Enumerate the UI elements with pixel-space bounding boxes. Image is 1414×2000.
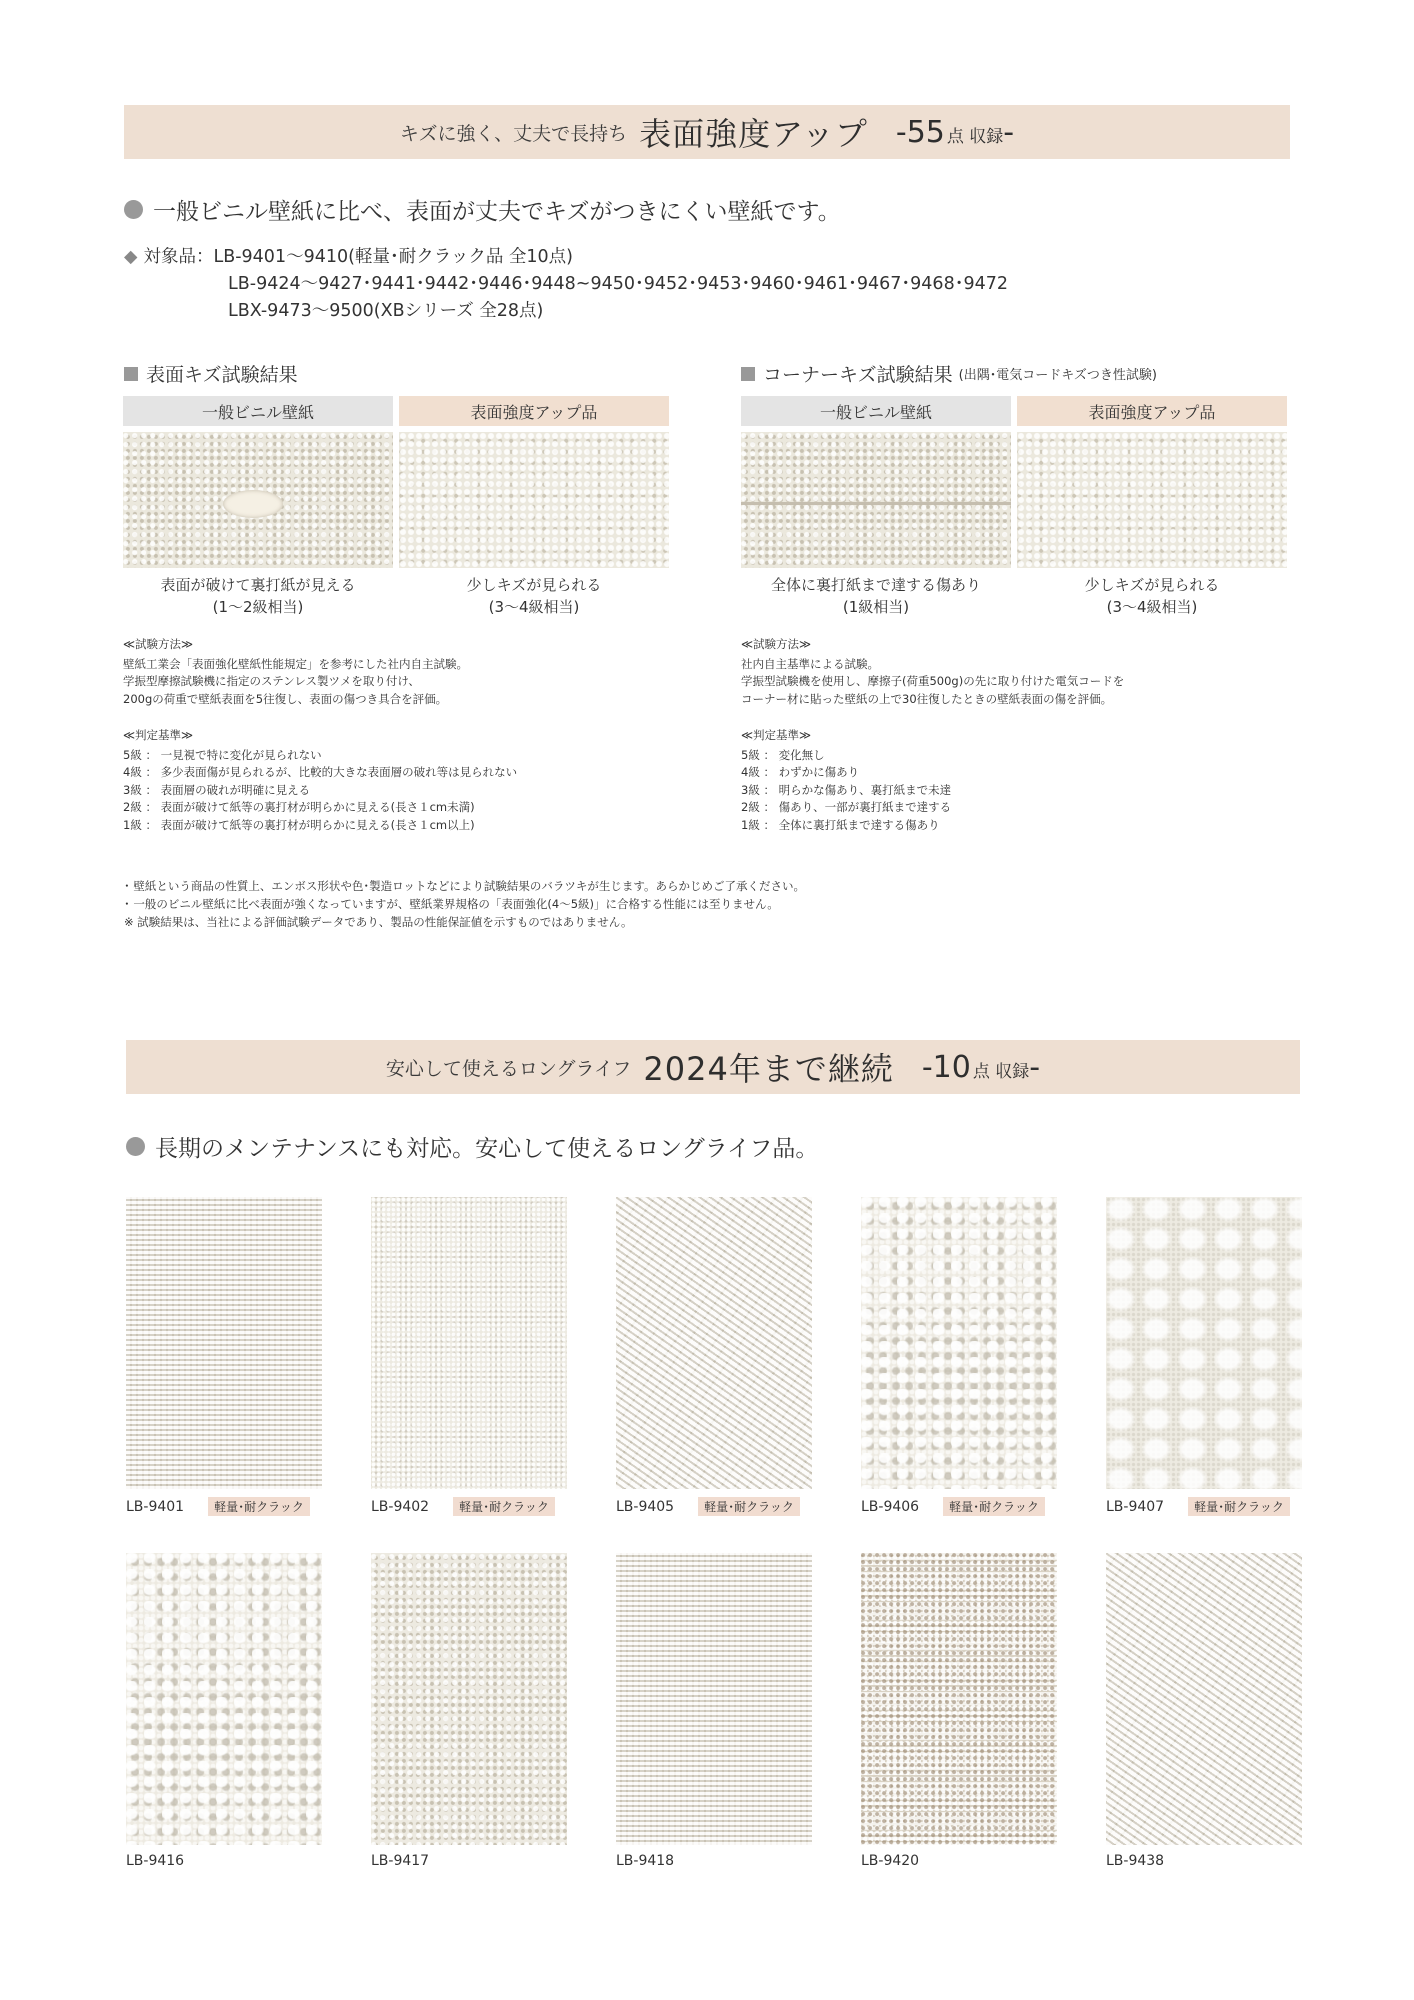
section2-lead: 長期のメンテナンスにも対応。安心して使えるロングライフ品。 xyxy=(126,1130,818,1163)
surface-test-title: 表面キズ試験結果 xyxy=(124,360,298,387)
surface-col-regular: 一般ビニル壁紙 xyxy=(123,396,393,426)
corner-col-improved: 表面強度アップ品 xyxy=(1017,396,1287,426)
swatch-lb-9417 xyxy=(371,1553,567,1845)
surface-col-improved: 表面強度アップ品 xyxy=(399,396,669,426)
section1-banner xyxy=(124,105,1290,159)
banner-count: -10 点 収録- xyxy=(921,1049,1041,1085)
feature-tag: 軽量･耐クラック xyxy=(1188,1497,1290,1516)
swatch-lb-9420 xyxy=(861,1553,1057,1845)
swatch-lb-9438 xyxy=(1106,1553,1302,1845)
surface-caption-regular: 表面が破けて裏打紙が見える (1～2級相当) xyxy=(160,576,356,616)
banner-subtitle: キズに強く、丈夫で長持ち xyxy=(399,122,628,145)
surface-caption-improved: 少しキズが見られる (3～4級相当) xyxy=(466,576,602,616)
banner-title: 表面強度アップ xyxy=(639,115,868,153)
product-label: LB-9418 xyxy=(616,1853,675,1869)
swatch-lb-9401 xyxy=(126,1197,322,1489)
feature-tag: 軽量･耐クラック xyxy=(943,1497,1045,1516)
banner-subtitle: 安心して使えるロングライフ xyxy=(385,1057,632,1080)
disclaimer: ･ 壁紙という商品の性質上、エンボス形状や色･製造ロットなどにより試験結果のバラツキが生じます。あらかじめご了承ください。 ･ 一般のビニル壁紙に比べ表面が強くなっていますが、壁紙業界規格の「表面強化(4～5級)」に合格する性能には至りません。 ※ 試験結果は、当社による評価試験データであり、製品の性能保証値を示すものではありません。 xyxy=(124,879,805,929)
diamond-bullet-icon: ◆ xyxy=(124,247,138,267)
corner-method: ≪試験方法≫ 社内自主基準による試験。 学振型試験機を使用し、摩擦子(荷重500g)の先に取り付けた電気コードを コーナー材に貼った壁紙の上で30往復したときの壁紙表面の傷を評価。 xyxy=(741,637,1125,706)
corner-criteria: ≪判定基準≫ 5級 ： 変化無し 4級 ： わずかに傷あり 3級 ： 明らかな傷あり、裏打紙まで未達 2級 ： 傷あり、一部が裏打紙まで達する 1級 ： 全体に裏打紙まで達する傷あり xyxy=(741,728,952,832)
product-label: LB-9416 xyxy=(126,1853,185,1869)
swatch-lb-9418 xyxy=(616,1553,812,1845)
banner-count: -55 点 収録- xyxy=(895,114,1015,150)
target-products: ◆ 対象品： LB-9401～9410(軽量･耐クラック品 全10点) LB-9424～9427･9441･9442･9446･9448~9450･9452･9453･9460･9461･9467･9468･9472 LBX-9473～9500(XBシリーズ 全28点) xyxy=(124,244,1008,325)
square-bullet-icon xyxy=(124,367,138,381)
product-label: LB-9401 軽量･耐クラック xyxy=(126,1497,310,1516)
product-label: LB-9420 xyxy=(861,1853,920,1869)
swatch-lb-9405 xyxy=(616,1197,812,1489)
square-bullet-icon xyxy=(741,367,755,381)
corner-caption-regular: 全体に裏打紙まで達する傷あり (1級相当) xyxy=(770,576,981,616)
product-label: LB-9406 軽量･耐クラック xyxy=(861,1497,1045,1516)
bullet-circle-icon xyxy=(124,200,143,219)
corner-caption-improved: 少しキズが見られる (3～4級相当) xyxy=(1084,576,1220,616)
scratch-line xyxy=(741,502,1011,505)
section1-lead: 一般ビニル壁紙に比べ、表面が丈夫でキズがつきにくい壁紙です。 xyxy=(124,193,841,226)
section2-banner xyxy=(126,1040,1300,1094)
product-label: LB-9438 xyxy=(1106,1853,1165,1869)
product-label: LB-9417 xyxy=(371,1853,430,1869)
feature-tag: 軽量･耐クラック xyxy=(453,1497,555,1516)
product-label: LB-9402 軽量･耐クラック xyxy=(371,1497,555,1516)
swatch-lb-9406 xyxy=(861,1197,1057,1489)
banner-title: 2024年まで継続 xyxy=(643,1050,894,1088)
surface-method: ≪試験方法≫ 壁紙工業会「表面強化壁紙性能規定」を参考にした社内自主試験。 学振型摩擦試験機に指定のステンレス製ツメを取り付け、 200gの荷重で壁紙表面を5往復し、表面の傷つき具合を評価。 xyxy=(123,637,468,706)
feature-tag: 軽量･耐クラック xyxy=(208,1497,310,1516)
surface-sample-regular-image xyxy=(123,432,393,568)
corner-sample-regular-image xyxy=(741,432,1011,568)
swatch-lb-9407 xyxy=(1106,1197,1302,1489)
surface-criteria: ≪判定基準≫ 5級 ： 一見視で特に変化が見られない 4級 ： 多少表面傷が見られるが、比較的大きな表面層の破れ等は見られない 3級 ： 表面層の破れが明確に見える 2級 ： 表面が破けて紙等の裏打材が明らかに見える(長さ１cm未満) 1級 ： 表面が破けて紙等の裏打材が明らかに見える(長さ１cm以上) xyxy=(123,728,518,832)
swatch-lb-9416 xyxy=(126,1553,322,1845)
corner-col-regular: 一般ビニル壁紙 xyxy=(741,396,1011,426)
tear-mark xyxy=(223,490,283,518)
corner-sample-improved-image xyxy=(1017,432,1287,568)
surface-sample-improved-image xyxy=(399,432,669,568)
product-label: LB-9405 軽量･耐クラック xyxy=(616,1497,800,1516)
product-label: LB-9407 軽量･耐クラック xyxy=(1106,1497,1290,1516)
corner-test-title: コーナーキズ試験結果 (出隅･電気コードキズつき性試験) xyxy=(741,360,1157,387)
bullet-circle-icon xyxy=(126,1137,145,1156)
feature-tag: 軽量･耐クラック xyxy=(698,1497,800,1516)
swatch-lb-9402 xyxy=(371,1197,567,1489)
